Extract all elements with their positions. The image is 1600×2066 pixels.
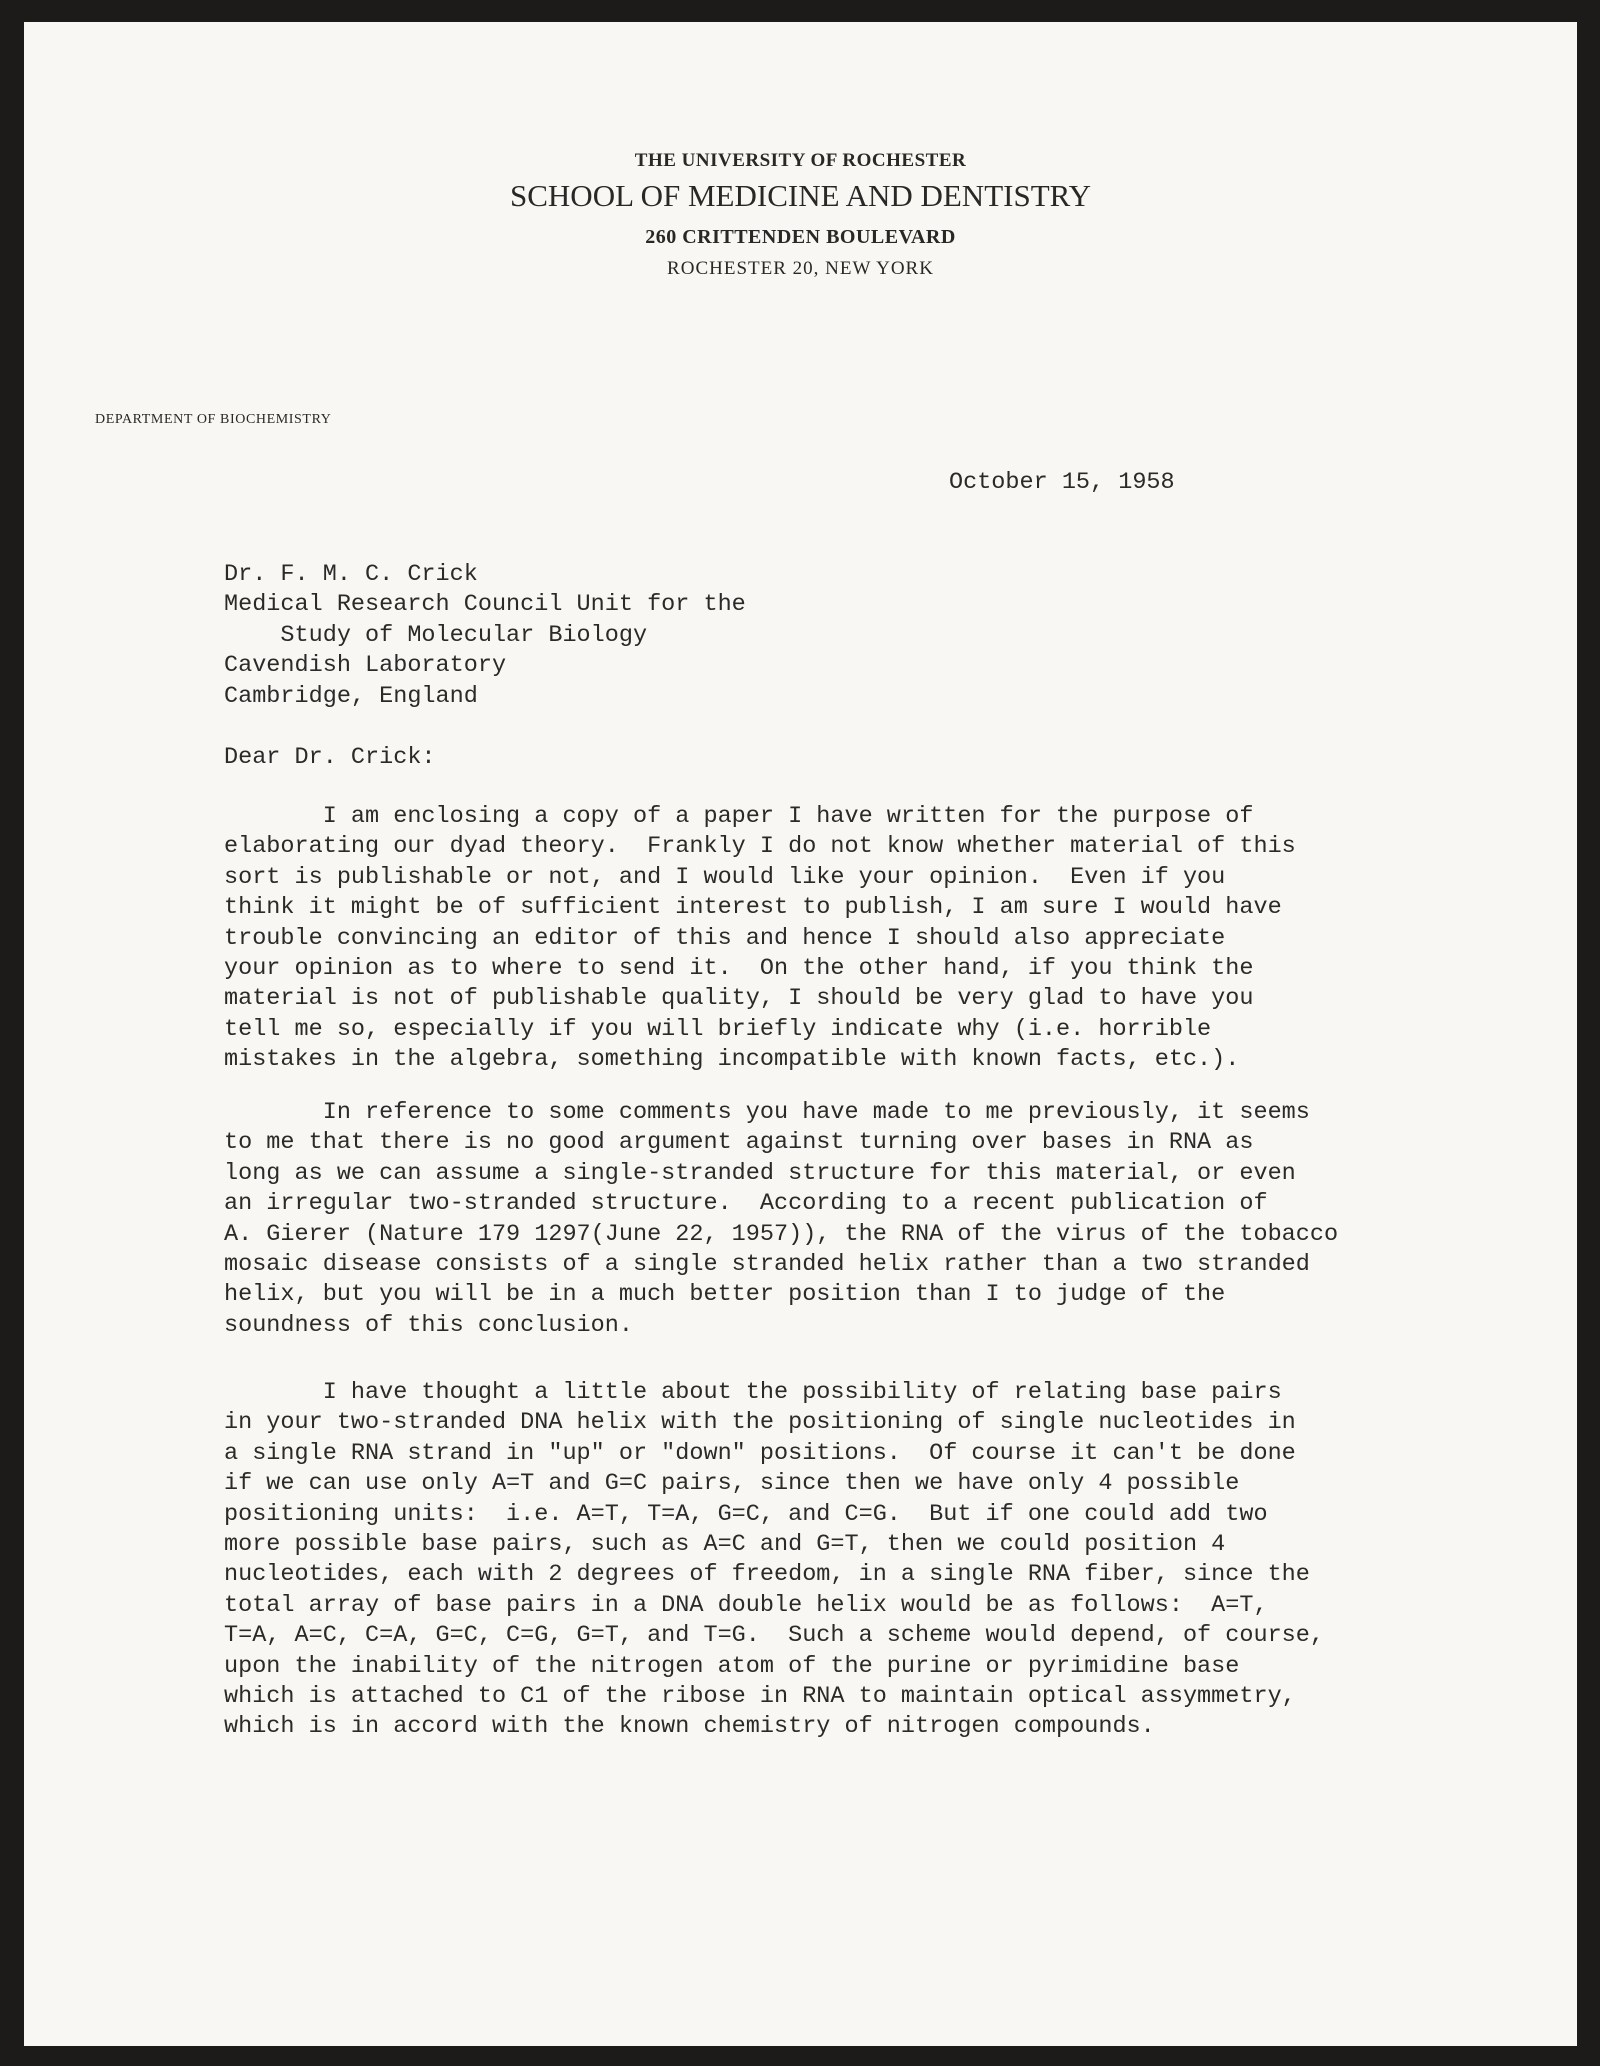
letterhead-university: THE UNIVERSITY OF ROCHESTER	[634, 150, 967, 171]
recipient-line: Cambridge, England	[224, 682, 478, 710]
text-line: helix, but you will be in a much better position than I to judge of the	[224, 1281, 1226, 1309]
letterhead-school: SCHOOL OF MEDICINE AND DENTISTRY	[510, 178, 1091, 213]
text-line: sort is publishable or not, and I would like your opinion. Even if you	[224, 863, 1226, 891]
letterhead-department: DEPARTMENT OF BIOCHEMISTRY	[95, 412, 332, 427]
paragraph-2	[224, 1098, 1338, 1341]
salutation: Dear Dr. Crick:	[224, 744, 436, 771]
text-line: which is attached to C1 of the ribose in RNA to maintain optical assymmetry,	[224, 1682, 1296, 1710]
text-line: think it might be of sufficient interest to publish, I am sure I would have	[224, 894, 1282, 922]
text-line: I am enclosing a copy of a paper I have written for the purpose of	[224, 803, 1254, 830]
paragraph-3	[224, 1378, 1324, 1743]
text-line: elaborating our dyad theory. Frankly I do not know whether material of this	[224, 833, 1296, 861]
text-line: tell me so, especially if you will briefly indicate why (i.e. horrible	[224, 1015, 1212, 1043]
text-line: a single RNA strand in "up" or "down" positions. Of course it can't be done	[224, 1439, 1296, 1467]
text-line: more possible base pairs, such as A=C and G=T, then we could position 4	[224, 1530, 1226, 1558]
text-line: T=A, A=C, C=A, G=C, C=G, G=T, and T=G. Such a scheme would depend, of course,	[224, 1622, 1324, 1650]
text-line: nucleotides, each with 2 degrees of freedom, in a single RNA fiber, since the	[224, 1561, 1310, 1589]
text-line: in your two-stranded DNA helix with the positioning of single nucleotides in	[224, 1409, 1296, 1437]
text-line: upon the inability of the nitrogen atom of the purine or pyrimidine base	[224, 1652, 1240, 1680]
letterhead-street: 260 CRITTENDEN BOULEVARD	[645, 226, 956, 248]
recipient-line: Cavendish Laboratory	[224, 652, 507, 680]
text-line: which is in accord with the known chemistry of nitrogen compounds.	[224, 1713, 1155, 1741]
text-line: your opinion as to where to send it. On the other hand, if you think the	[224, 954, 1254, 982]
text-line: mosaic disease consists of a single stranded helix rather than a two stranded	[224, 1250, 1310, 1278]
recipient-address	[224, 560, 746, 712]
text-line: if we can use only A=T and G=C pairs, since then we have only 4 possible	[224, 1470, 1240, 1498]
text-line: total array of base pairs in a DNA double helix would be as follows: A=T,	[224, 1591, 1268, 1619]
letterhead-city: ROCHESTER 20, NEW YORK	[667, 258, 934, 279]
recipient-line: Dr. F. M. C. Crick	[224, 561, 478, 588]
text-line: A. Gierer (Nature 179 1297(June 22, 1957)), the RNA of the virus of the tobacco	[224, 1220, 1339, 1248]
recipient-line: Study of Molecular Biology	[224, 621, 648, 649]
letter-page	[24, 22, 1577, 2046]
recipient-line: Medical Research Council Unit for the	[224, 591, 746, 619]
text-line: mistakes in the algebra, something incompatible with known facts, etc.).	[224, 1046, 1240, 1074]
text-line: long as we can assume a single-stranded structure for this material, or even	[224, 1159, 1296, 1187]
text-line: an irregular two-stranded structure. According to a recent publication of	[224, 1190, 1268, 1218]
text-line: In reference to some comments you have made to me previously, it seems	[224, 1099, 1310, 1126]
text-line: material is not of publishable quality, I should be very glad to have you	[224, 985, 1254, 1013]
text-line: soundness of this conclusion.	[224, 1311, 633, 1339]
letter-date: October 15, 1958	[949, 469, 1175, 496]
paragraph-1	[224, 802, 1296, 1076]
text-line: to me that there is no good argument against turning over bases in RNA as	[224, 1129, 1254, 1157]
text-line: I have thought a little about the possibility of relating base pairs	[224, 1379, 1282, 1406]
text-line: trouble convincing an editor of this and hence I should also appreciate	[224, 924, 1226, 952]
text-line: positioning units: i.e. A=T, T=A, G=C, and C=G. But if one could add two	[224, 1500, 1268, 1528]
